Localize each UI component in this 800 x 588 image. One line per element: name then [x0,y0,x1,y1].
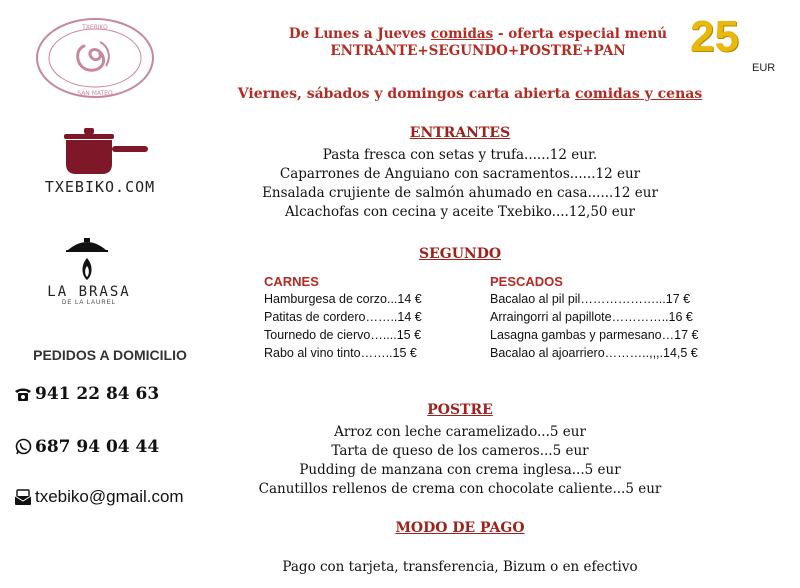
pescados-title: PESCADOS [490,274,563,289]
carne-item: Hamburgesa de corzo...14 € [264,292,422,306]
restaurant-seal-logo [34,16,156,100]
carnes-title: CARNES [264,274,319,289]
postre-item: Tarta de queso de los cameros...5 eur [331,443,589,459]
email-address[interactable]: txebiko@gmail.com [35,487,184,506]
pescado-item: Bacalao al ajoarriero………..,,,.14,5 € [490,346,698,360]
email-contact[interactable] [14,487,184,507]
postre-item: Canutillos rellenos de crema con chocolate caliente...5 eur [258,481,662,497]
home-delivery-heading: PEDIDOS A DOMICILIO [33,347,187,363]
menu-price-currency: EUR [752,62,776,74]
menu-price: 25 [690,12,739,61]
svg-text:TXEBIKO: TXEBIKO [82,24,108,31]
postre-item: Arroz con leche caramelizado...5 eur [334,424,586,440]
carne-item: Patitas de cordero……..14 € [264,310,422,324]
entrantes-title: ENTRANTES [409,125,511,141]
postre-item: Pudding de manzana con crema inglesa...5 eur [299,462,621,478]
entrante-item: Ensalada crujiente de salmón ahumado en casa......12 eur [262,185,658,201]
brand-label: TXEBIKO.COM [44,178,156,196]
mail-icon [14,488,32,506]
payment-methods: Pago con tarjeta, transferencia, Bizum o en efectivo [282,559,638,575]
entrante-item: Alcachofas con cecina y aceite Txebiko....12,50 eur [285,204,635,220]
phone-contact[interactable] [14,384,159,404]
pescado-item: Bacalao al pil pil………………...17 € [490,292,691,306]
pescado-item: Lasagna gambas y parmesano…17 € [490,328,699,342]
pescado-item: Arraingorri al papillote…………..16 € [490,310,693,324]
postre-title: POSTRE [427,402,493,418]
brasa-grill-icon [62,236,112,286]
brasa-sublabel: DE LA LAUREL [61,300,117,306]
menu-composition-line: ENTRANTE+SEGUNDO+POSTRE+PAN [330,43,626,59]
phone-number[interactable]: 941 22 84 63 [35,384,160,404]
whatsapp-number[interactable]: 687 94 04 44 [35,437,160,457]
whatsapp-icon [14,438,32,456]
carne-item: Tournedo de ciervo…....15 € [264,328,422,342]
brasa-label: LA BRASA [47,284,131,300]
telephone-icon [14,385,32,403]
payment-title: MODO DE PAGO [395,520,525,536]
cooking-pot-icon [60,124,150,178]
svg-text:SAN MATEO: SAN MATEO [77,90,113,97]
weekend-line: Viernes, sábados y domingos carta abierta comidas y cenas [237,86,703,102]
carne-item: Rabo al vino tinto……..15 € [264,346,417,360]
segundo-title: SEGUNDO [418,246,502,262]
whatsapp-contact[interactable] [14,437,159,457]
entrante-item: Pasta fresca con setas y trufa......12 eur. [322,147,598,163]
entrante-item: Caparrones de Anguiano con sacramentos......12 eur [279,166,641,182]
weekday-offer-line: De Lunes a Jueves comidas - oferta especial menú [288,26,668,42]
